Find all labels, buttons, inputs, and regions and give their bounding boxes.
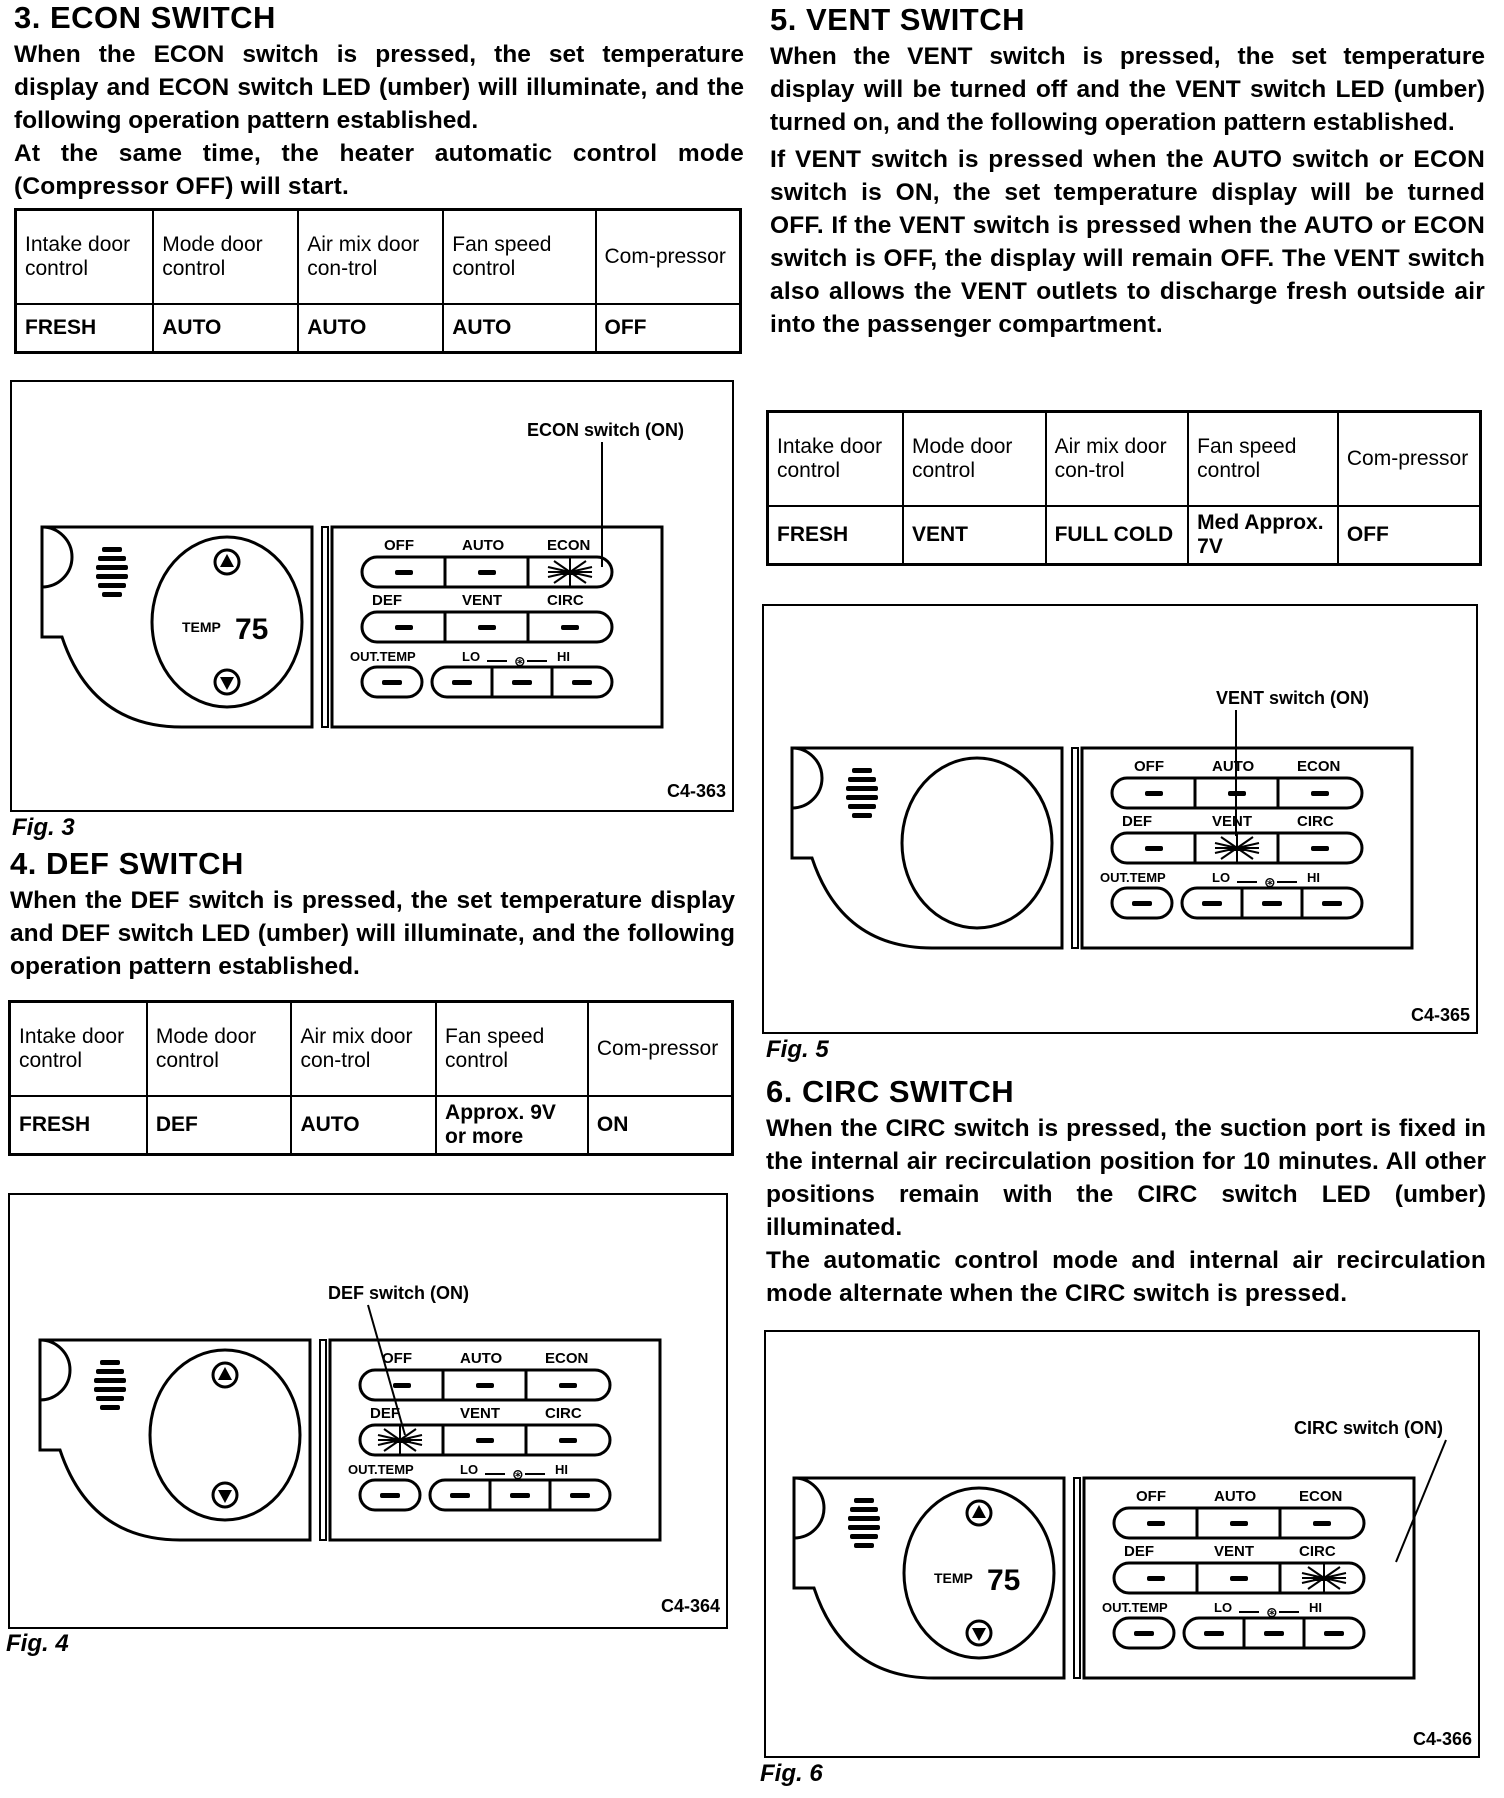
table-cell: FRESH <box>768 506 903 565</box>
callout-label: DEF switch (ON) <box>328 1283 470 1303</box>
climate-panel-diagram <box>764 606 1472 1028</box>
table-cell: AUTO <box>443 304 595 353</box>
table-cell: OFF <box>596 304 741 353</box>
paragraph: When the VENT switch is pressed, the set temperature display will be turned off and the VENT switch LED (umber) turned on, and the following operation pattern established. <box>770 43 1485 136</box>
btn-vent-label: VENT <box>1214 1543 1255 1560</box>
table-cell: OFF <box>1338 506 1481 565</box>
section-heading: 4. DEF SWITCH <box>10 846 244 881</box>
table-header: Mode door control <box>903 412 1046 507</box>
callout-label: ECON switch (ON) <box>527 420 685 440</box>
table-cell: AUTO <box>298 304 443 353</box>
temp-label: TEMP <box>182 619 221 635</box>
table-header: Intake door control <box>768 412 903 507</box>
table-header: Air mix door con-trol <box>291 1002 436 1097</box>
fan-hi-label: HI <box>557 649 570 664</box>
paragraph-emphasis: The automatic control mode and internal air recirculation mode alternate when the CIRC switch is pressed. <box>766 1247 1486 1307</box>
btn-auto-label: AUTO <box>1214 1488 1257 1505</box>
paragraph: When the CIRC switch is pressed, the suction port is fixed in the internal air recirculation position for 10 minutes. All other positions remain with the CIRC switch LED (umber) illuminated. <box>766 1115 1486 1241</box>
btn-off-label: OFF <box>1136 1488 1166 1505</box>
btn-vent-label: VENT <box>462 592 503 609</box>
btn-circ-label: CIRC <box>545 1405 582 1422</box>
btn-outtemp-label: OUT.TEMP <box>350 649 416 664</box>
table-header: Com-pressor <box>596 210 741 305</box>
btn-econ-label: ECON <box>1297 758 1341 775</box>
figure-def <box>8 1193 728 1629</box>
section-vent <box>770 2 1485 341</box>
table-header: Intake door control <box>10 1002 147 1097</box>
paragraph: When the DEF switch is pressed, the set temperature display and DEF switch LED (umber) will illuminate, and the following operation pattern established. <box>10 887 735 980</box>
operation-table-econ <box>14 208 742 354</box>
table-cell: DEF <box>147 1096 292 1155</box>
table-header: Mode door control <box>147 1002 292 1097</box>
btn-econ-label: ECON <box>545 1350 589 1367</box>
section-heading: 6. CIRC SWITCH <box>766 1074 1015 1109</box>
section-heading: 5. VENT SWITCH <box>770 2 1026 37</box>
temp-value: 75 <box>235 613 269 646</box>
table-header: Mode door control <box>153 210 298 305</box>
table-cell: VENT <box>903 506 1046 565</box>
table-header: Intake door control <box>16 210 154 305</box>
table-header: Com-pressor <box>588 1002 733 1097</box>
btn-econ-label: ECON <box>1299 1488 1343 1505</box>
fan-lo-label: LO <box>462 649 481 664</box>
climate-panel-diagram <box>766 1332 1474 1752</box>
table-cell: FRESH <box>16 304 154 353</box>
figure-circ <box>764 1330 1480 1758</box>
section-def <box>10 846 735 983</box>
section-circ <box>766 1074 1486 1310</box>
table-header: Com-pressor <box>1338 412 1481 507</box>
btn-auto-label: AUTO <box>1212 758 1255 775</box>
fan-hi-label: HI <box>1309 1600 1322 1615</box>
btn-outtemp-label: OUT.TEMP <box>1102 1600 1168 1615</box>
section-econ <box>14 0 744 203</box>
btn-off-label: OFF <box>384 537 414 554</box>
btn-circ-label: CIRC <box>547 592 584 609</box>
paragraph-emphasis: At the same time, the heater automatic control mode (Compressor OFF) will start. <box>14 140 744 200</box>
btn-def-label: DEF <box>1124 1543 1154 1560</box>
btn-outtemp-label: OUT.TEMP <box>348 1462 414 1477</box>
table-cell: FRESH <box>10 1096 147 1155</box>
figure-code: C4-363 <box>666 781 726 801</box>
figure-label: Fig. 5 <box>766 1036 829 1063</box>
table-header: Air mix door con-trol <box>1046 412 1189 507</box>
btn-circ-label: CIRC <box>1299 1543 1336 1560</box>
figure-code: C4-365 <box>1410 1005 1470 1025</box>
temp-label: TEMP <box>934 1570 973 1586</box>
figure-code: C4-364 <box>660 1596 720 1616</box>
table-cell: AUTO <box>291 1096 436 1155</box>
table-cell: FULL COLD <box>1046 506 1189 565</box>
btn-econ-label: ECON <box>547 537 591 554</box>
figure-label: Fig. 6 <box>760 1760 823 1787</box>
btn-def-label: DEF <box>370 1405 400 1422</box>
btn-circ-label: CIRC <box>1297 813 1334 830</box>
figure-code: C4-366 <box>1412 1729 1472 1749</box>
table-header: Fan speed control <box>1188 412 1338 507</box>
btn-def-label: DEF <box>1122 813 1152 830</box>
figure-econ <box>10 380 734 812</box>
figure-label: Fig. 4 <box>6 1630 69 1657</box>
table-cell: ON <box>588 1096 733 1155</box>
climate-panel-diagram <box>10 1195 722 1623</box>
btn-off-label: OFF <box>1134 758 1164 775</box>
callout-label: CIRC switch (ON) <box>1294 1418 1444 1438</box>
btn-def-label: DEF <box>372 592 402 609</box>
table-header: Fan speed control <box>436 1002 588 1097</box>
paragraph: When the ECON switch is pressed, the set temperature display and ECON switch LED (umber) will illuminate, and the following operation pattern established. <box>14 41 744 134</box>
table-header: Fan speed control <box>443 210 595 305</box>
btn-auto-label: AUTO <box>460 1350 503 1367</box>
btn-vent-label: VENT <box>1212 813 1253 830</box>
operation-table-def <box>8 1000 734 1156</box>
callout-label: VENT switch (ON) <box>1216 688 1370 708</box>
paragraph-emphasis: If VENT switch is pressed when the AUTO switch or ECON switch is ON, the set temperature display will be turned OFF. If the VENT switch is pressed when the AUTO or ECON switch is OFF, the display will remain OFF. The VENT switch also allows the VENT outlets to discharge fresh outside air into the passenger compartment. <box>770 146 1485 338</box>
btn-off-label: OFF <box>382 1350 412 1367</box>
btn-auto-label: AUTO <box>462 537 505 554</box>
fan-hi-label: HI <box>555 1462 568 1477</box>
btn-vent-label: VENT <box>460 1405 501 1422</box>
fan-lo-label: LO <box>460 1462 479 1477</box>
fan-lo-label: LO <box>1212 870 1231 885</box>
table-cell: AUTO <box>153 304 298 353</box>
table-header: Air mix door con-trol <box>298 210 443 305</box>
fan-lo-label: LO <box>1214 1600 1233 1615</box>
table-cell: Med Approx. 7V <box>1188 506 1338 565</box>
table-cell: Approx. 9V or more <box>436 1096 588 1155</box>
climate-panel-diagram <box>12 382 728 806</box>
figure-label: Fig. 3 <box>12 814 75 841</box>
temp-value: 75 <box>987 1564 1021 1597</box>
section-heading: 3. ECON SWITCH <box>14 0 276 35</box>
btn-outtemp-label: OUT.TEMP <box>1100 870 1166 885</box>
operation-table-vent <box>766 410 1482 566</box>
fan-hi-label: HI <box>1307 870 1320 885</box>
figure-vent <box>762 604 1478 1034</box>
